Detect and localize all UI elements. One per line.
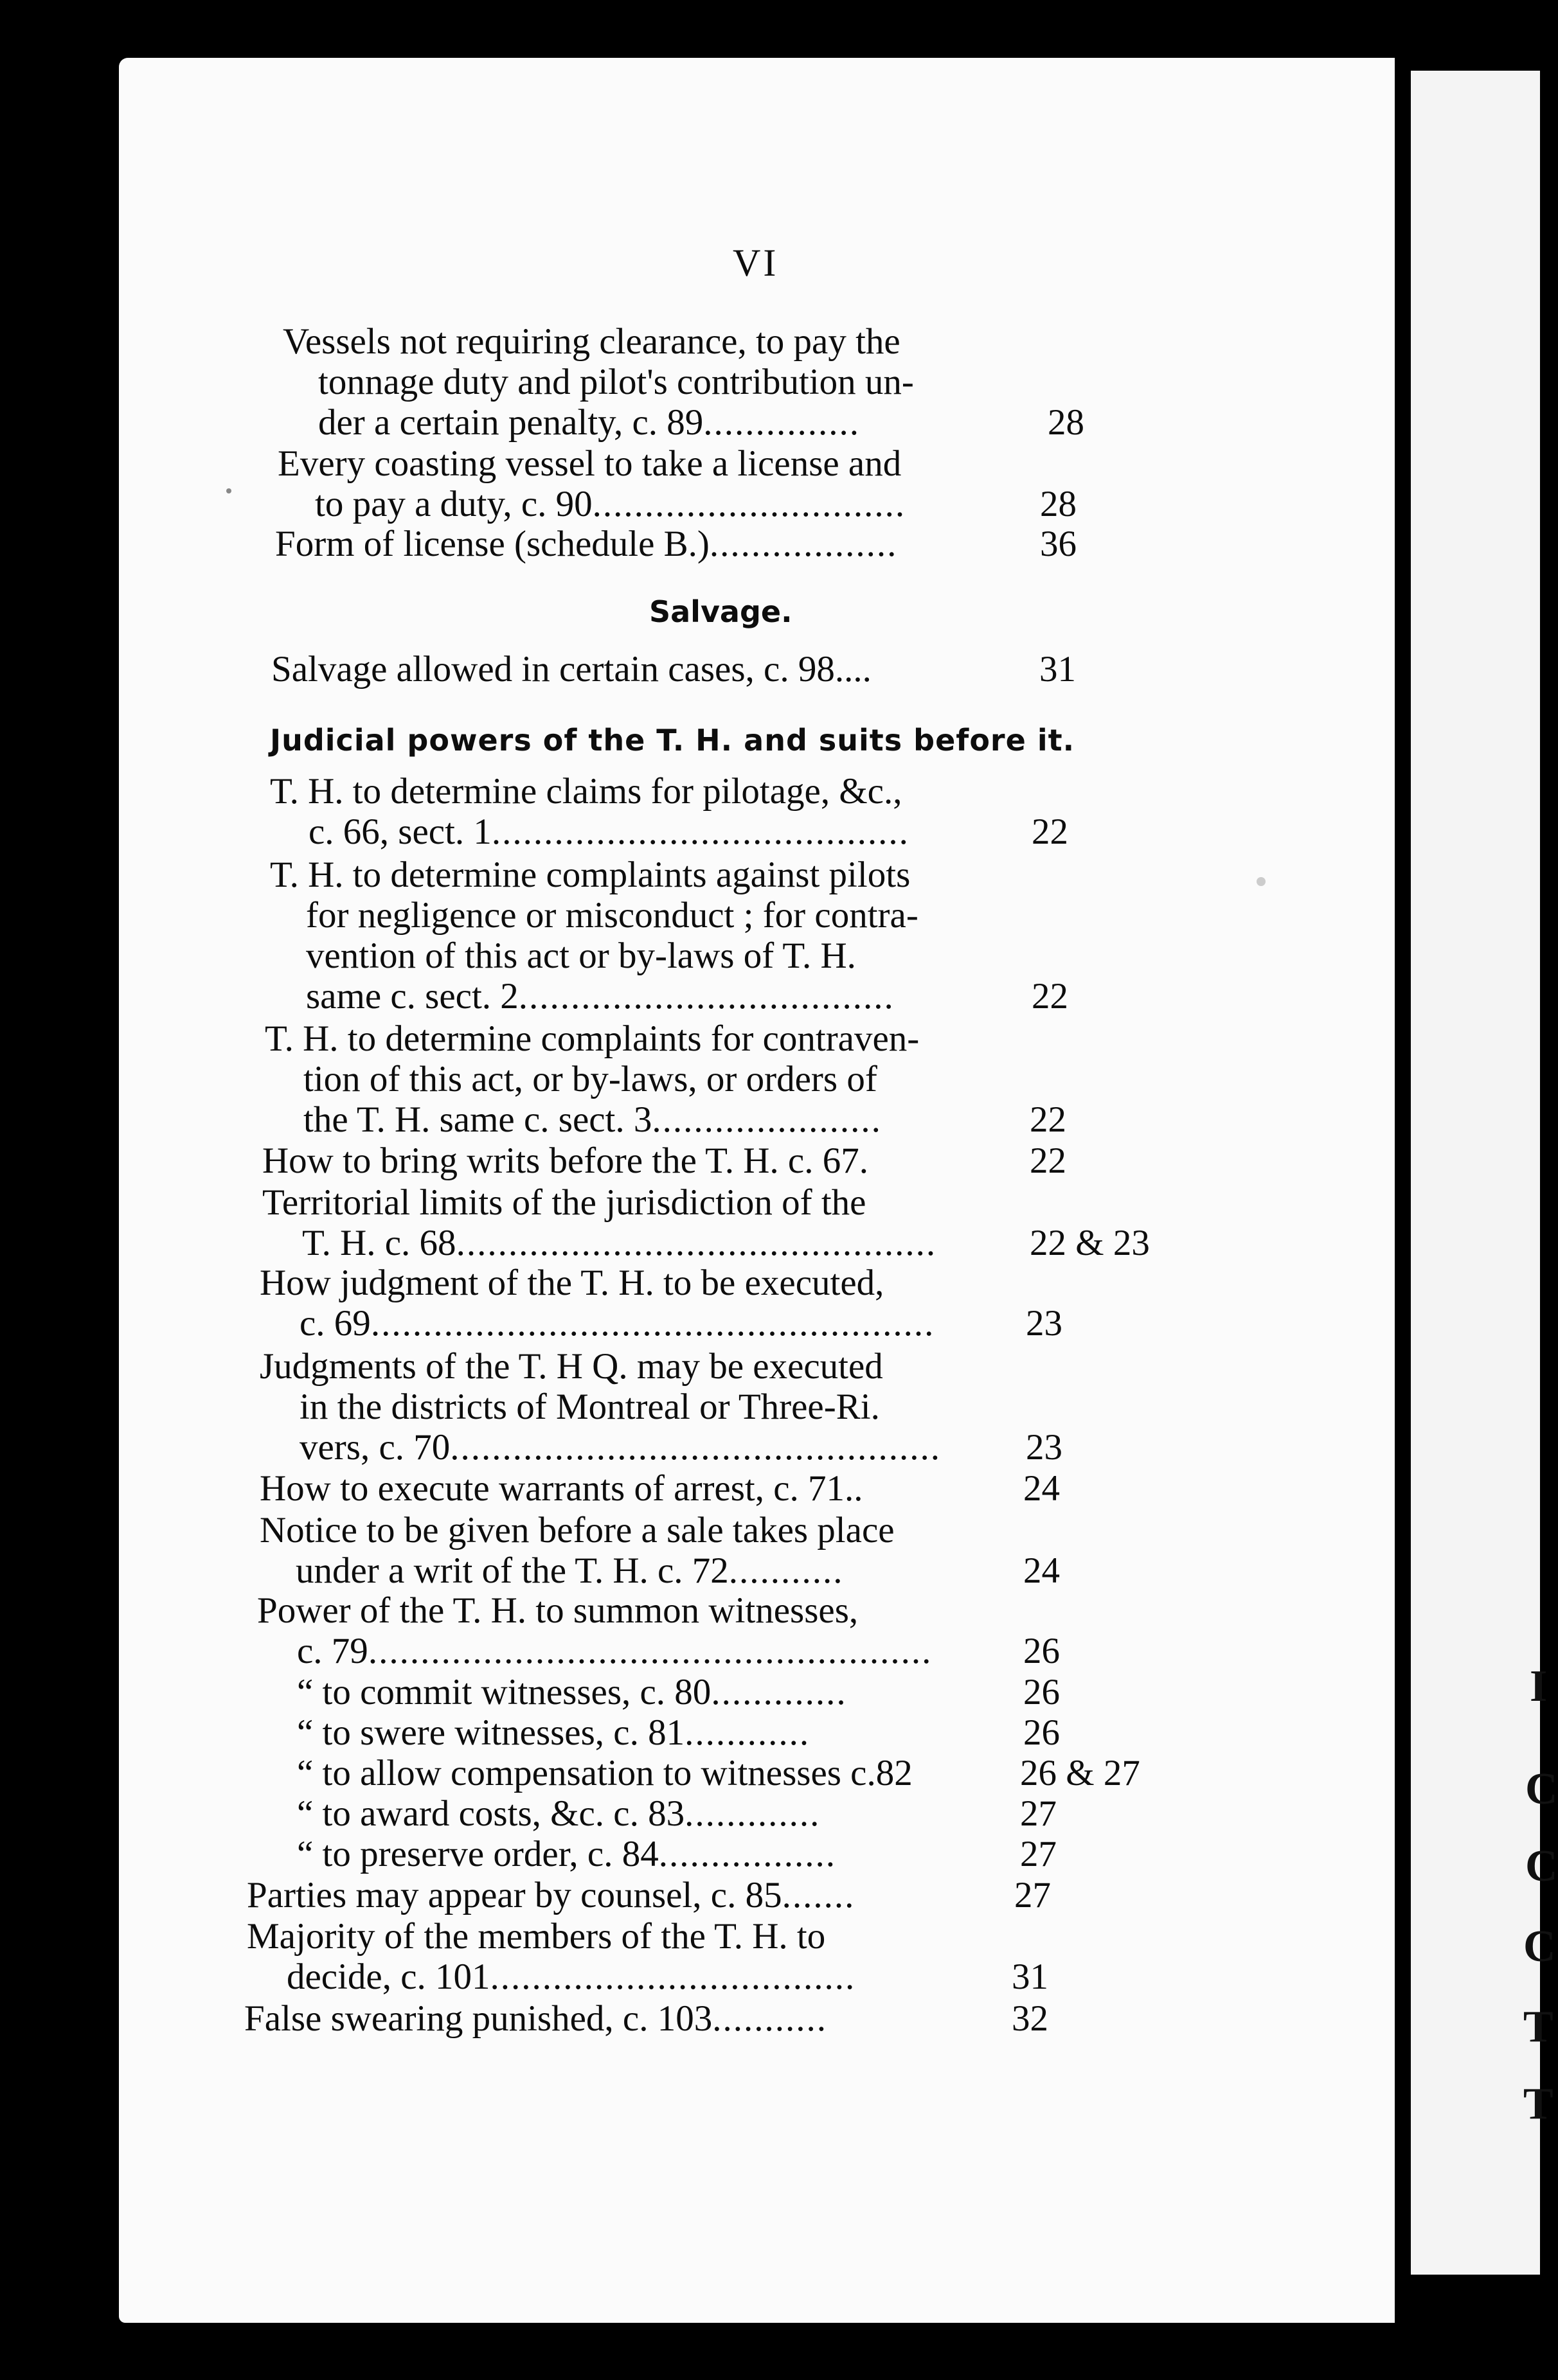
page-reference: 27 [1020, 1793, 1057, 1834]
paper-speck [1257, 877, 1266, 886]
entry-line: T. H. to determine claims for pilotage, &c., [270, 771, 902, 812]
dot-leader: ...................................................... [368, 1631, 933, 1671]
index-entry [247, 1875, 1051, 1915]
page-reference: 27 [1014, 1875, 1051, 1915]
page-reference: 23 [1026, 1303, 1062, 1344]
entry-line: the T. H. same c. sect. 3 [303, 1099, 652, 1140]
page-reference: 26 [1023, 1672, 1060, 1712]
page-reference: 31 [1039, 649, 1076, 689]
dot-leader: ............... [703, 402, 861, 443]
entry-line: How judgment of the T. H. to be executed, [260, 1263, 884, 1303]
dot-leader: ................................... [490, 1957, 856, 1997]
page-reference: 22 [1030, 1141, 1066, 1181]
entry-line-last [297, 1834, 877, 1874]
entry-line-last [297, 1712, 839, 1753]
entry-line-last [297, 1631, 985, 1671]
page-reference: 26 [1023, 1631, 1060, 1671]
entry-line: c. 66, sect. 1 [309, 812, 492, 852]
entry-line: Territorial limits of the jurisdiction of the [262, 1182, 866, 1223]
dot-leader: ............................................... [450, 1427, 942, 1468]
entry-line-last [275, 524, 931, 564]
index-entry [260, 1263, 1062, 1344]
dot-leader: ............. [711, 1672, 847, 1712]
entry-line-last [315, 484, 953, 524]
facing-page-letter: C [1525, 1842, 1558, 1891]
entry-line-last [297, 1793, 852, 1834]
index-entry [247, 1916, 1048, 1997]
dot-leader: .............................. [592, 484, 906, 524]
index-entry [270, 771, 1068, 852]
entry-line-last [247, 1875, 879, 1915]
index-entry [275, 524, 1077, 564]
entry-line: Majority of the members of the T. H. to [247, 1916, 826, 1957]
page-reference: 28 [1048, 402, 1084, 443]
entry-line: Form of license (schedule B.) [275, 524, 710, 564]
facing-page-letter: C [1525, 1764, 1558, 1814]
index-entry [297, 1753, 1140, 1793]
entry-line: under a writ of the T. H. c. 72 [296, 1550, 729, 1591]
facing-page-letter: T [1523, 2002, 1554, 2052]
facing-page-letter: C [1523, 1922, 1556, 1971]
section-heading: Salvage. [649, 594, 792, 629]
entry-line-last [309, 812, 942, 852]
entry-line: T. H. to determine complaints against pilots [270, 855, 911, 895]
entry-line: Salvage allowed in certain cases, c. 98.... [271, 649, 872, 689]
dot-leader: ...................... [652, 1099, 882, 1140]
page-reference: 22 [1032, 976, 1068, 1017]
facing-page-edge [1411, 71, 1558, 2275]
index-entry [262, 1182, 1150, 1263]
entry-line: in the districts of Montreal or Three-Ri. [300, 1387, 880, 1427]
page-reference: 23 [1026, 1427, 1062, 1468]
entry-line: “ to preserve order, c. 84 [297, 1834, 659, 1874]
entry-line: T. H. to determine complaints for contraven- [265, 1018, 920, 1059]
section-heading: Judicial powers of the T. H. and suits before it. [270, 723, 1075, 758]
dot-leader: ....... [782, 1875, 855, 1915]
entry-line: Judgments of the T. H Q. may be executed [260, 1346, 883, 1387]
page-reference: 24 [1023, 1550, 1060, 1591]
entry-line-last [302, 1223, 971, 1263]
index-entry [260, 1468, 1060, 1509]
index-entry [297, 1834, 1057, 1874]
entry-line: c. 79 [297, 1631, 368, 1671]
dot-leader: ............ [685, 1712, 810, 1753]
entry-line: decide, c. 101 [287, 1957, 490, 1997]
facing-page-letter: T [1523, 2079, 1554, 2129]
entry-line: T. H. c. 68 [302, 1223, 456, 1263]
page-reference: 31 [1012, 1957, 1048, 1997]
entry-line: Parties may appear by counsel, c. 85 [247, 1875, 782, 1915]
entry-line: Notice to be given before a sale takes place [260, 1510, 895, 1550]
page-reference: 28 [1040, 484, 1077, 524]
entry-line: “ to award costs, &c. c. 83 [297, 1793, 685, 1834]
entry-line: “ to commit witnesses, c. 80 [297, 1672, 712, 1712]
entry-line-last [318, 402, 936, 443]
entry-line: How to bring writs before the T. H. c. 67. [262, 1141, 868, 1181]
entry-line: der a certain penalty, c. 89 [318, 402, 704, 443]
entry-line-last [297, 1672, 878, 1712]
index-entry [283, 321, 1084, 443]
page-reference: 22 & 23 [1030, 1223, 1150, 1263]
entry-line: tonnage duty and pilot's contribution un- [318, 362, 914, 402]
page-reference: 27 [1020, 1834, 1057, 1874]
index-entry [260, 1510, 1060, 1591]
entry-line-last [287, 1957, 889, 1997]
dot-leader: .................................... [518, 976, 895, 1017]
index-entry [278, 443, 1077, 524]
entry-line: vers, c. 70 [300, 1427, 451, 1468]
page-reference: 32 [1012, 1998, 1048, 2039]
page-reference: 22 [1030, 1099, 1066, 1140]
entry-line-last [306, 976, 946, 1017]
entry-line-last [300, 1427, 977, 1468]
page-reference: 26 [1023, 1712, 1060, 1753]
entry-line: to pay a duty, c. 90 [315, 484, 593, 524]
index-entry [244, 1998, 1048, 2039]
entry-line: c. 69 [300, 1303, 371, 1344]
paper-speck [226, 488, 231, 493]
dot-leader: ................. [658, 1834, 836, 1874]
entry-line: “ to swere witnesses, c. 81 [297, 1712, 685, 1753]
index-entry [257, 1590, 1060, 1671]
entry-line: Vessels not requiring clearance, to pay the [283, 321, 900, 362]
dot-leader: ............. [685, 1793, 821, 1834]
index-entry [297, 1793, 1057, 1834]
index-entry [297, 1672, 1060, 1712]
facing-page-letter: I [1530, 1662, 1548, 1711]
entry-line: False swearing punished, c. 103 [244, 1998, 713, 2039]
page-reference: 36 [1040, 524, 1077, 564]
page-reference: 26 & 27 [1020, 1753, 1140, 1793]
entry-line: Every coasting vessel to take a license and [278, 443, 902, 484]
index-entry [262, 1141, 1066, 1181]
dot-leader: ........................................ [491, 812, 909, 852]
index-entry [297, 1712, 1060, 1753]
entry-line-last [303, 1099, 958, 1140]
index-entry [271, 649, 1076, 689]
entry-line: vention of this act or by-laws of T. H. [306, 936, 856, 976]
dot-leader: .............................................. [456, 1223, 937, 1263]
entry-line-last [300, 1303, 988, 1344]
index-entry [270, 855, 1068, 1017]
entry-line: tion of this act, or by-laws, or orders of [303, 1059, 877, 1099]
dot-leader: ...................................................... [370, 1303, 935, 1344]
entry-line: for negligence or misconduct ; for contra- [306, 895, 918, 936]
dot-leader: ........... [728, 1550, 844, 1591]
entry-line-last [244, 1998, 873, 2039]
page-reference: 22 [1032, 812, 1068, 852]
entry-line: How to execute warrants of arrest, c. 71.. [260, 1468, 863, 1509]
index-entry [265, 1018, 1066, 1140]
page-reference: 24 [1023, 1468, 1060, 1509]
entry-line: Power of the T. H. to summon witnesses, [257, 1590, 859, 1631]
dot-leader: ........... [712, 1998, 827, 2039]
page-number: VI [733, 242, 779, 284]
entry-line: same c. sect. 2 [306, 976, 519, 1017]
index-entry [260, 1346, 1062, 1468]
entry-line-last [296, 1550, 931, 1591]
entry-line: “ to allow compensation to witnesses c.82 [297, 1753, 913, 1793]
dot-leader: .................. [709, 524, 898, 564]
